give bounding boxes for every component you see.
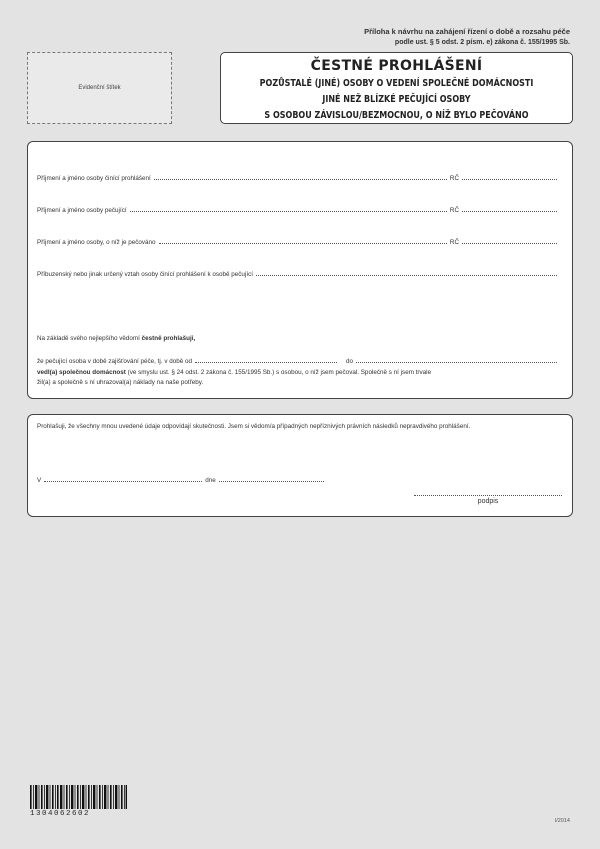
header-note-line2: podle ust. § 5 odst. 2 písm. e) zákona č. 155/1995 Sb. <box>394 39 570 46</box>
field-cared-person-label: Příjmení a jméno osoby, o níž je pečováno <box>37 239 156 246</box>
confirmation-panel <box>27 414 573 517</box>
evidence-label-text: Evidenční štítek <box>78 85 121 91</box>
household-text: (ve smyslu ust. § 24 odst. 2 zákona č. 155/1995 Sb.) s osobou, o níž jsem pečoval. Společně s ní jsem trvale <box>127 369 432 376</box>
field-declarant-label: Příjmení a jméno osoby činící prohlášení <box>37 175 151 182</box>
declaration-intro <box>37 334 560 344</box>
field-cared-person-rc-input[interactable] <box>462 242 557 244</box>
rc-label: RČ <box>449 239 459 246</box>
field-declarant-rc-input[interactable] <box>462 178 557 180</box>
field-caregiver-input[interactable] <box>130 210 447 212</box>
page-title: ČESTNÉ PROHLÁŠENÍ <box>310 58 483 74</box>
subtitle-line2: JINÉ NEŽ BLÍZKÉ PEČUJÍCÍ OSOBY <box>322 94 471 105</box>
care-period-label: že pečující osoba v době zajišťování péče, tj. v době od <box>37 358 192 365</box>
rc-label: RČ <box>449 207 459 214</box>
care-period-to-input[interactable] <box>356 361 557 363</box>
household-bold: vedl(a) společnou domácnost <box>37 369 126 376</box>
header-note-line1: Příloha k návrhu na zahájení řízení o době a rozsahu péče <box>364 27 570 36</box>
field-caregiver-row <box>37 202 560 214</box>
place-date-row <box>37 472 327 484</box>
title-box <box>220 52 573 124</box>
form-version: I/2014 <box>554 818 570 824</box>
field-caregiver-label: Příjmení a jméno osoby pečující <box>37 207 127 214</box>
signature-input[interactable] <box>414 495 562 496</box>
place-label: V <box>37 477 42 484</box>
place-input[interactable] <box>44 480 202 482</box>
signature-label: podpis <box>477 498 499 505</box>
barcode-number: 1304062602 <box>30 810 91 818</box>
rc-label: RČ <box>449 175 459 182</box>
care-period-to-label: do <box>345 358 353 365</box>
declaration-intro-bold: čestně prohlašuji, <box>141 335 196 342</box>
household-statement <box>37 368 560 388</box>
field-declarant-row <box>37 170 560 182</box>
field-relationship-row <box>37 266 560 278</box>
date-input[interactable] <box>219 480 324 482</box>
field-relationship-label: Příbuzenský nebo jinak určený vztah osoby činící prohlášení k osobě pečující <box>37 271 253 278</box>
field-cared-person-row <box>37 234 560 246</box>
evidence-label-box <box>27 52 172 124</box>
field-relationship-input[interactable] <box>256 274 557 276</box>
date-label: dne <box>205 477 216 484</box>
subtitle-line1: POZŮSTALÉ (JINÉ) OSOBY O VEDENÍ SPOLEČNÉ DOMÁCNOSTI <box>259 78 534 89</box>
field-declarant-input[interactable] <box>154 178 447 180</box>
subtitle-line3: S OSOBOU ZÁVISLOU/BEZMOCNOU, O NÍŽ BYLO PEČOVÁNO <box>264 110 529 121</box>
barcode <box>30 785 127 809</box>
declaration-intro-text: Na základě svého nejlepšího vědomí <box>37 335 140 342</box>
declaration-panel <box>27 141 573 399</box>
household-text-line2: žil(a) a společně s ní uhrazoval(a) náklady na naše potřeby. <box>37 379 204 386</box>
header-note <box>364 26 570 48</box>
field-caregiver-rc-input[interactable] <box>462 210 557 212</box>
field-cared-person-input[interactable] <box>159 242 447 244</box>
confirmation-text: Prohlašuji, že všechny mnou uvedené údaje odpovídají skutečnosti. Jsem si vědom/a případných nepříznivých právních následků nepravdivého prohlášení. <box>37 423 471 430</box>
care-period-row <box>37 353 560 365</box>
care-period-from-input[interactable] <box>195 361 337 363</box>
